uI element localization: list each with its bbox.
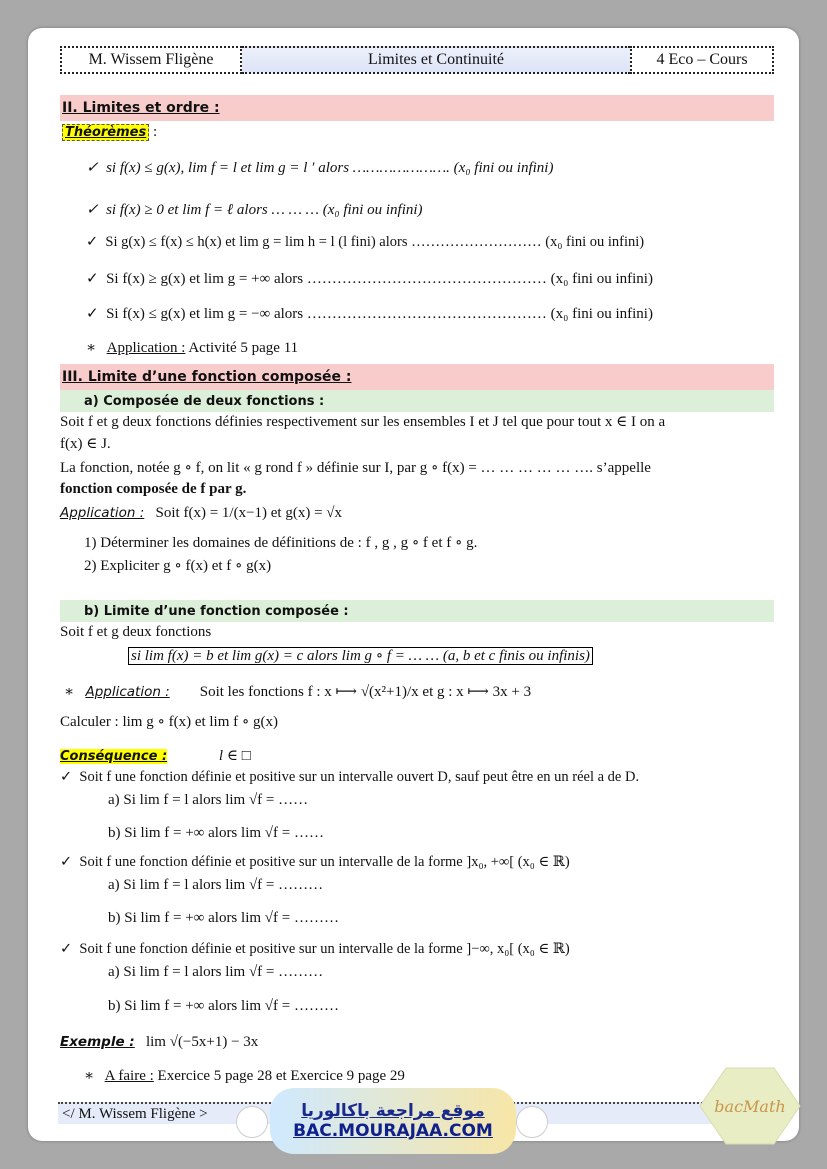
question-1: 1) Déterminer les domaines de définitions de : f , g , g ∘ f et f ∘ g.: [84, 535, 478, 551]
consequence-1a: a) Si lim f = l alors lim √f = ……: [108, 792, 309, 808]
check-icon: ✓: [86, 234, 99, 250]
header-author: M. Wissem Fligène: [60, 46, 242, 74]
document-page: [28, 28, 799, 1141]
section-3-title: [60, 364, 774, 390]
consequence-3a: a) Si lim f = l alors lim √f = ………: [108, 964, 324, 980]
consequence-1-text: Soit f une fonction définie et positive sur un intervalle ouvert D, sauf peut être en un réel a de D.: [79, 769, 640, 785]
a-faire-label: A faire :: [104, 1068, 154, 1084]
check-icon: ✓: [86, 160, 99, 176]
theoremes-text: Théorèmes: [62, 124, 149, 141]
header: [60, 46, 774, 74]
theorem-4: [86, 269, 653, 288]
small-logo-icon: [516, 1106, 548, 1138]
consequence: [60, 746, 251, 765]
footer: </ M. Wissem Fligène >: [58, 1102, 778, 1124]
application-1-label: Application :: [106, 340, 186, 356]
application-2-text: Soit f(x) = 1/(x−1) et g(x) = √x: [155, 505, 343, 521]
theoremes-label: Théorèmes :: [62, 124, 157, 141]
application-2: [60, 505, 342, 522]
paragraph-2b: fonction composée de f par g.: [60, 481, 247, 497]
section-3-title-text: III. Limite d’une fonction composée :: [62, 369, 352, 385]
check-icon: ✓: [86, 202, 99, 218]
consequence-3b: b) Si lim f = +∞ alors lim √f = ………: [108, 998, 339, 1014]
section-2-title-text: II. Limites et ordre :: [62, 100, 220, 116]
watermark-url[interactable]: BAC.MOURAJAA.COM: [293, 1121, 493, 1141]
consequence-text: l ∈ □: [218, 748, 251, 764]
consequence-1: [60, 769, 639, 786]
application-3-label: Application :: [85, 684, 170, 700]
consequence-2a: a) Si lim f = l alors lim √f = ………: [108, 877, 324, 893]
small-logo-icon: [236, 1106, 268, 1138]
paragraph-1: Soit f et g deux fonctions définies respectivement sur les ensembles I et J tel que pour tout x ∈ I on a: [60, 414, 666, 430]
asterisk-icon: ∗: [84, 1068, 95, 1084]
consequence-3: [60, 941, 570, 958]
exemple-text: lim √(−5x+1) − 3x: [145, 1034, 259, 1050]
consequence-1b: b) Si lim f = +∞ alors lim √f = ……: [108, 825, 324, 841]
application-2-label: Application :: [60, 505, 145, 521]
header-title: Limites et Continuité: [242, 46, 630, 74]
subsection-a-title: a) Composée de deux fonctions :: [60, 390, 774, 412]
theorem-2-text: si f(x) ≥ 0 et lim f = ℓ alors … … … (x₀ fini ou infini): [106, 202, 423, 218]
consequence-2b: b) Si lim f = +∞ alors lim √f = ………: [108, 910, 339, 926]
bacmath-badge-icon: [698, 1066, 802, 1146]
consequence-2: [60, 854, 570, 871]
check-icon: ✓: [60, 854, 73, 870]
boxed-theorem-text: si lim f(x) = b et lim g(x) = c alors lim g ∘ f = … … (a, b et c finis ou infinis): [128, 647, 593, 665]
consequence-label: Conséquence :: [60, 749, 168, 764]
watermark-arabic: موقع مراجعة باكالوريا: [301, 1101, 485, 1121]
theorem-5: [86, 304, 653, 323]
paragraph-2: La fonction, notée g ∘ f, on lit « g rond f » définie sur I, par g ∘ f(x) = … … … … … …. s’appelle: [60, 460, 651, 476]
badge-text: bacMath: [714, 1097, 786, 1116]
check-icon: ✓: [60, 769, 73, 785]
subsection-b-title: b) Limite d’une fonction composée :: [60, 600, 774, 622]
asterisk-icon: ∗: [86, 340, 97, 356]
consequence-2-text: Soit f une fonction définie et positive sur un intervalle de la forme ]x₀, +∞[ (x₀ ∈ ℝ): [79, 854, 570, 870]
theorem-3-text: Si g(x) ≤ f(x) ≤ h(x) et lim g = lim h = l (l fini) alors ……………………… (x₀ fini ou infini): [105, 234, 645, 250]
application-1-text: Activité 5 page 11: [188, 340, 299, 356]
theorem-1: [86, 158, 553, 177]
boxed-theorem: [128, 646, 593, 665]
asterisk-icon: ∗: [64, 684, 75, 700]
exemple-label: Exemple :: [60, 1034, 135, 1050]
header-class: 4 Eco – Cours: [630, 46, 774, 74]
application-3-text: Soit les fonctions f : x ⟼ √(x²+1)/x et g : x ⟼ 3x + 3: [199, 684, 532, 700]
paragraph-1b: f(x) ∈ J.: [60, 436, 111, 452]
a-faire-text: Exercice 5 page 28 et Exercice 9 page 29: [157, 1068, 405, 1084]
consequence-3-text: Soit f une fonction définie et positive sur un intervalle de la forme ]−∞, x₀[ (x₀ ∈ ℝ): [79, 941, 570, 957]
application-3: [64, 682, 531, 701]
paragraph-3: Soit f et g deux fonctions: [60, 624, 212, 640]
watermark-banner[interactable]: [270, 1088, 516, 1154]
theorem-2: [86, 200, 423, 219]
theorem-5-text: Si f(x) ≤ g(x) et lim g = −∞ alors ………………………………………… (x₀ fini ou infini): [106, 306, 653, 322]
check-icon: ✓: [86, 306, 99, 322]
theorem-1-text: si f(x) ≤ g(x), lim f = l et lim g = l ′ alors …………………. (x₀ fini ou infini): [106, 160, 554, 176]
section-2-title: [60, 95, 774, 121]
exemple: [60, 1034, 258, 1051]
application-1: [86, 338, 298, 357]
question-2: 2) Expliciter g ∘ f(x) et f ∘ g(x): [84, 558, 272, 574]
check-icon: ✓: [86, 271, 99, 287]
theorem-4-text: Si f(x) ≥ g(x) et lim g = +∞ alors ………………………………………… (x₀ fini ou infini): [106, 271, 653, 287]
theorem-3: [86, 234, 644, 251]
check-icon: ✓: [60, 941, 73, 957]
calculer: Calculer : lim g ∘ f(x) et lim f ∘ g(x): [60, 714, 278, 730]
a-faire: [84, 1066, 405, 1085]
